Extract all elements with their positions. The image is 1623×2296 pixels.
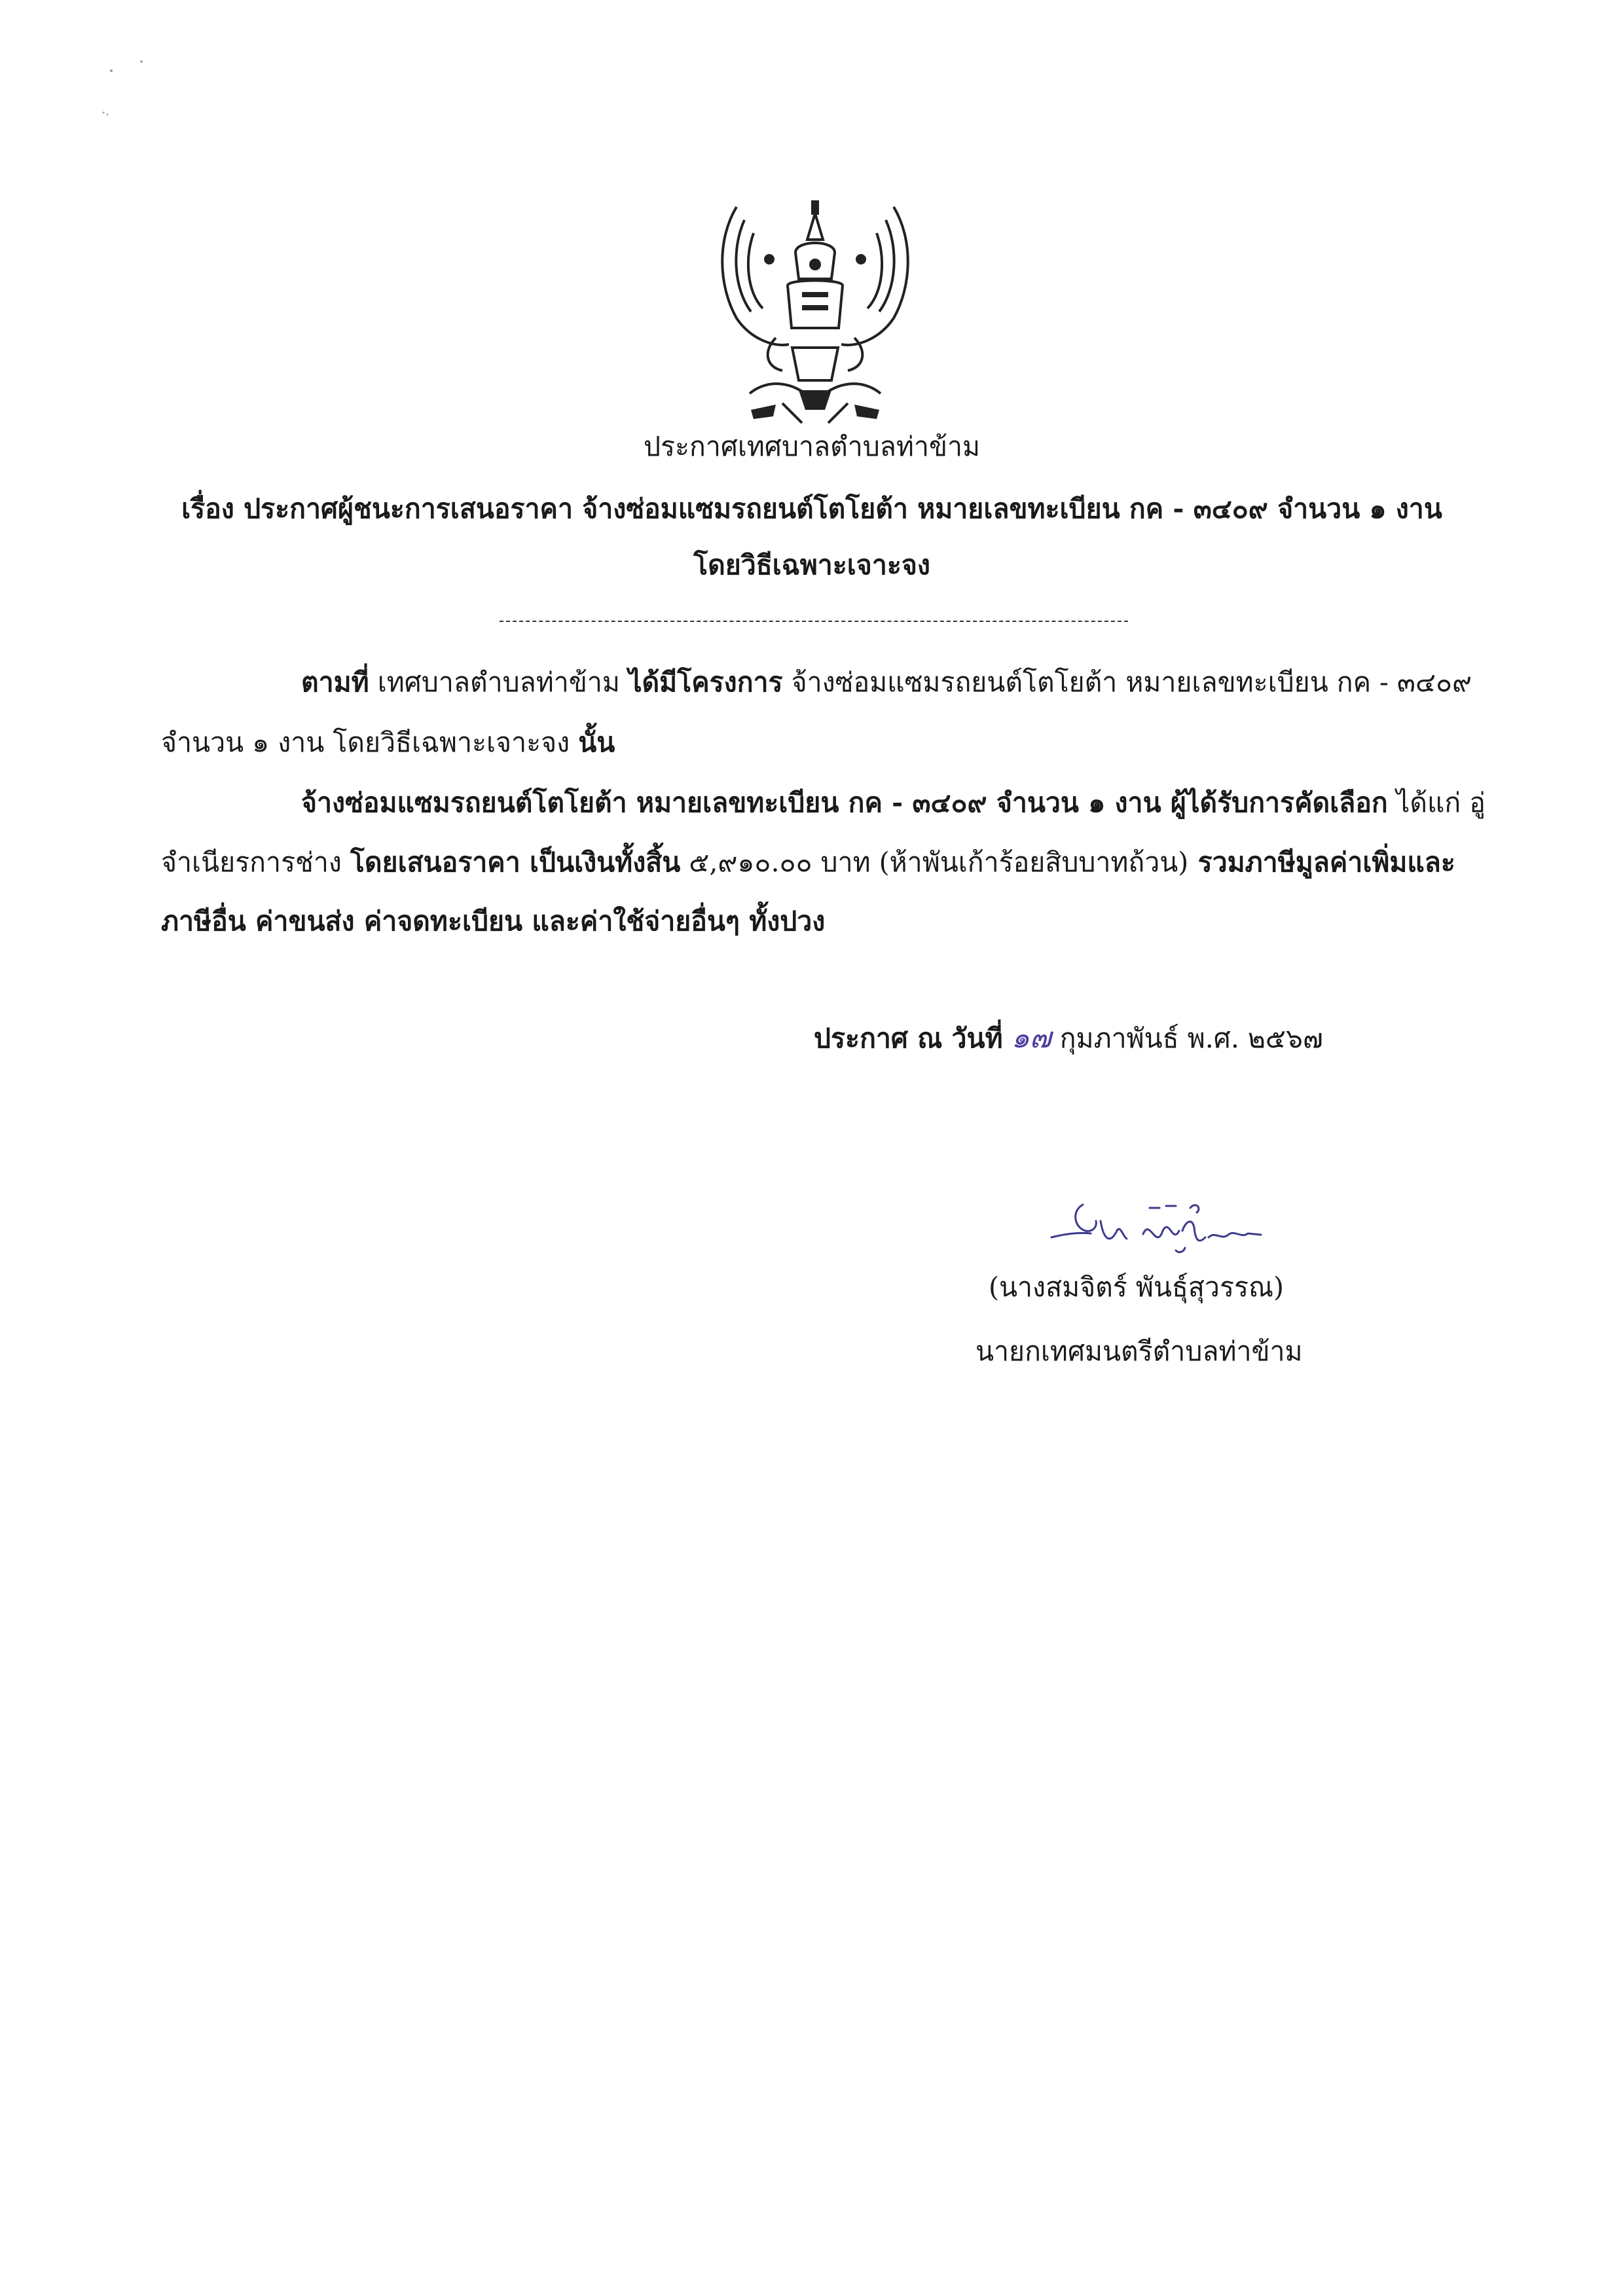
- paragraph-2-line-1: [301, 783, 1486, 822]
- p1-end: นั้น: [578, 727, 615, 758]
- paragraph-1-line-2: [161, 723, 1464, 762]
- subject-line: เรื่อง ประกาศผู้ชนะการเสนอราคา จ้างซ่อมแซมรถยนต์โตโยต้า หมายเลขทะเบียน กค - ๓๔๐๙ จำนวน ๑ งาน: [181, 493, 1442, 524]
- p1-org: เทศบาลตำบลท่าข้าม: [369, 666, 629, 698]
- p1-line2: จำนวน ๑ งาน โดยวิธีเฉพาะเจาะจง: [161, 727, 579, 758]
- document-title: ประกาศเทศบาลตำบลท่าข้าม: [643, 431, 981, 462]
- p1-phrase: ได้มีโครงการ: [628, 666, 783, 698]
- p1-rest: จ้างซ่อมแซมรถยนต์โตโยต้า หมายเลขทะเบียน กค - ๓๔๐๙: [782, 666, 1472, 698]
- paragraph-1-line-1: [301, 663, 1472, 702]
- dashed-divider: [500, 621, 1128, 622]
- announcement-date: [814, 1019, 1323, 1058]
- p2-amount: ๕,๙๑๐.๐๐ บาท (ห้าพันเก้าร้อยสิบบาทถ้วน): [680, 847, 1189, 878]
- p2-winner-b: จำเนียรการช่าง: [161, 847, 350, 878]
- p2-offer: โดยเสนอราคา: [350, 847, 520, 878]
- scan-specks: [98, 52, 151, 124]
- p2-item: จ้างซ่อมแซมรถยนต์โตโยต้า หมายเลขทะเบียน กค - ๓๔๐๙ จำนวน ๑ งาน: [301, 787, 1171, 818]
- p1-lead: ตามที่: [301, 666, 369, 698]
- announcement-month-year: กุมภาพันธ์ พ.ศ. ๒๕๖๗: [1059, 1023, 1323, 1054]
- paragraph-2-line-2: [161, 843, 1464, 882]
- announcement-day: ๑๗: [1011, 1021, 1051, 1055]
- garuda-emblem: [710, 194, 920, 436]
- p2-winner-a: ได้แก่ อู่: [1387, 787, 1486, 818]
- signer-name: (นางสมจิตร์ พันธุ์สุวรรณ): [989, 1271, 1285, 1303]
- paragraph-2-line-3: [161, 902, 1464, 941]
- signer-position: นายกเทศมนตรีตำบลท่าข้าม: [976, 1336, 1303, 1367]
- announcement-label: ประกาศ ณ วันที่: [814, 1023, 1003, 1054]
- p2-selected: ผู้ได้รับการคัดเลือก: [1170, 787, 1388, 818]
- subject-line-2: โดยวิธีเฉพาะเจาะจง: [693, 549, 930, 581]
- p2-line3: ภาษีอื่น ค่าขนส่ง ค่าจดทะเบียน และค่าใช้จ่ายอื่นๆ ทั้งปวง: [161, 905, 826, 937]
- p2-total: เป็นเงินทั้งสิ้น: [520, 847, 681, 878]
- p2-vat: รวมภาษีมูลค่าเพิ่มและ: [1188, 847, 1455, 878]
- handwritten-signature: [1045, 1192, 1267, 1264]
